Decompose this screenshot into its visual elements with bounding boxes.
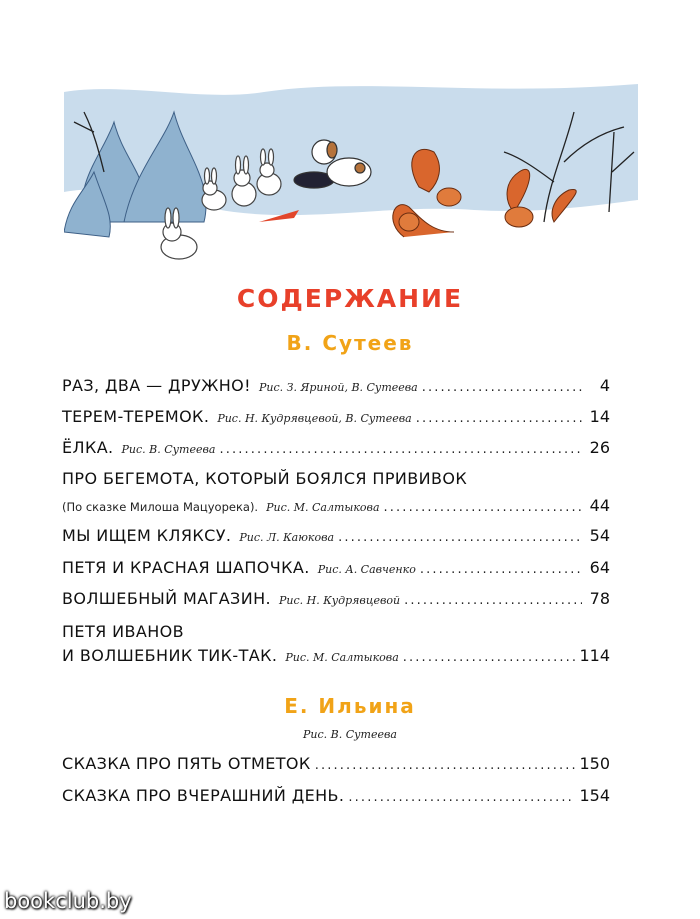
entry-title: РАЗ, ДВА — ДРУЖНО! (62, 376, 251, 395)
entry-title-line1[interactable]: ПЕТЯ ИВАНОВ (62, 622, 185, 641)
page-number: 78 (589, 589, 610, 608)
winter-illustration (64, 72, 638, 260)
page-number: 154 (579, 786, 610, 805)
toc-entry[interactable] (62, 407, 610, 431)
entry-title: ВОЛШЕБНЫЙ МАГАЗИН. (62, 589, 271, 608)
leader-dots (404, 593, 582, 608)
entry-credit: Рис. Н. Кудрявцевой (279, 594, 401, 607)
page-number: 14 (589, 407, 610, 426)
watermark: bookclub.by (4, 889, 132, 913)
entry-credit: Рис. Л. Каюкова (239, 531, 335, 544)
page-number: 54 (589, 526, 610, 545)
entry-title: СКАЗКА ПРО ПЯТЬ ОТМЕТОК (62, 754, 311, 773)
entry-subtitle: (По сказке Милоша Мацуорека). (62, 500, 259, 514)
entry-title: МЫ ИЩЕМ КЛЯКСУ. (62, 526, 232, 545)
leader-dots (403, 650, 576, 665)
toc-entry[interactable] (62, 754, 610, 778)
entry-title: ТЕРЕМ-ТЕРЕМОК. (62, 407, 210, 426)
section-credit: Рис. В. Сутеева (303, 728, 397, 741)
entry-credit: Рис. М. Салтыкова (266, 501, 380, 514)
entry-title: ЁЛКА. (62, 438, 114, 457)
entry-credit: Рис. А. Савченко (317, 563, 416, 576)
entry-title-line2: И ВОЛШЕБНИК ТИК-ТАК. (62, 646, 278, 665)
page-number: 150 (579, 754, 610, 773)
entry-credit: Рис. Н. Кудрявцевой, В. Сутеева (217, 412, 412, 425)
leader-dots (416, 411, 582, 426)
toc-entry[interactable] (62, 526, 610, 550)
toc-entry[interactable] (62, 558, 610, 582)
entry-title-line1[interactable]: ПРО БЕГЕМОТА, КОТОРЫЙ БОЯЛСЯ ПРИВИВОК (62, 469, 468, 488)
toc-entry[interactable] (62, 376, 610, 400)
leader-dots (422, 380, 582, 395)
leader-dots (219, 442, 582, 457)
leader-dots (315, 758, 576, 773)
entry-title: СКАЗКА ПРО ВЧЕРАШНИЙ ДЕНЬ. (62, 786, 345, 805)
toc-entry[interactable] (62, 438, 610, 462)
page-number: 4 (599, 376, 610, 395)
page-number: 26 (589, 438, 610, 457)
leader-dots (338, 530, 582, 545)
leader-dots (384, 500, 582, 515)
leader-dots (420, 562, 582, 577)
contents-heading: СОДЕРЖАНИЕ (236, 284, 464, 313)
page-number: 44 (589, 496, 610, 515)
page-number: 64 (589, 558, 610, 577)
page-number: 114 (579, 646, 610, 665)
entry-credit: Рис. З. Яриной, В. Сутеева (259, 381, 418, 394)
toc-entry[interactable] (62, 786, 610, 810)
entry-credit: Рис. М. Салтыкова (285, 651, 399, 664)
toc-entry[interactable] (62, 646, 610, 670)
author-ilina: Е. Ильина (284, 694, 416, 718)
entry-credit: Рис. В. Сутеева (121, 443, 216, 456)
toc-entry[interactable] (62, 589, 610, 613)
author-suteev: В. Сутеев (286, 331, 414, 355)
toc-entry[interactable] (62, 496, 610, 520)
entry-title: ПЕТЯ И КРАСНАЯ ШАПОЧКА. (62, 558, 310, 577)
leader-dots (348, 790, 575, 805)
